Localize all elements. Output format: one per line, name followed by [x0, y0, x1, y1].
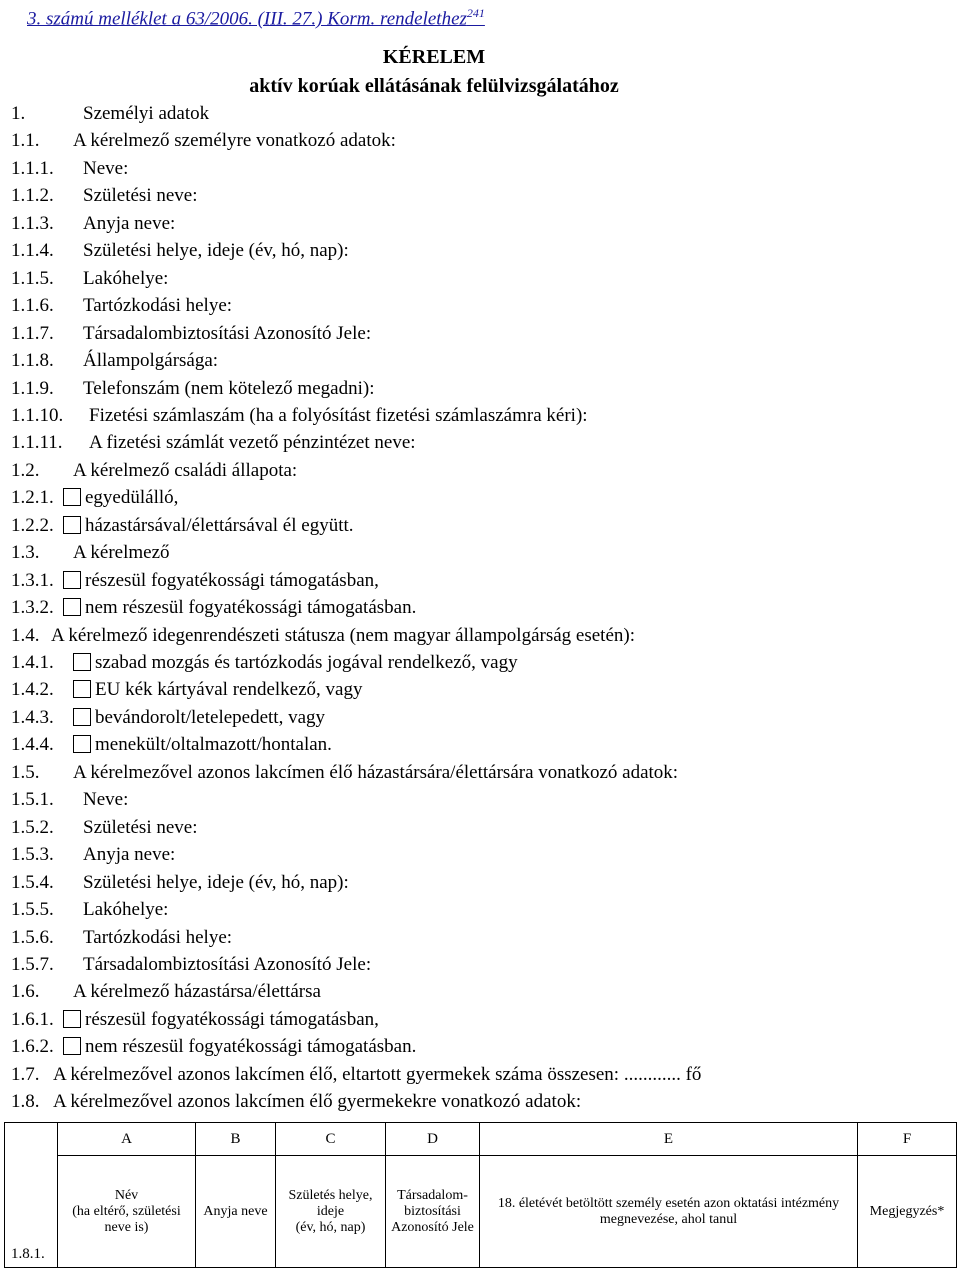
form-title: KÉRELEM	[382, 46, 486, 68]
form-line	[11, 678, 362, 702]
line-number: 1.5.4.	[11, 871, 54, 893]
header-school: 18. életévét betöltött személy esetén azon oktatási intézmény megnevezése, ahol tanul	[480, 1156, 858, 1268]
line-text: egyedülálló,	[85, 487, 179, 509]
form-line	[11, 871, 349, 895]
line-text: részesül fogyatékossági támogatásban,	[85, 1008, 379, 1030]
line-number: 1.3.	[11, 542, 40, 564]
line-number: 1.1.5.	[11, 267, 54, 289]
form-line	[11, 541, 170, 565]
form-line	[11, 624, 635, 648]
form-line	[11, 239, 349, 263]
form-subtitle: aktív korúak ellátásának felülvizsgálatához	[249, 75, 619, 97]
line-number: 1.5.1.	[11, 789, 54, 811]
line-text: Személyi adatok	[83, 103, 210, 124]
form-line	[11, 761, 678, 785]
line-text: Telefonszám (nem kötelező megadni):	[83, 377, 375, 399]
line-text: EU kék kártyával rendelkező, vagy	[95, 679, 363, 701]
line-number: 1.1.3.	[11, 212, 54, 234]
form-line	[11, 788, 128, 812]
line-text: bevándorolt/letelepedett, vagy	[95, 706, 326, 728]
line-text: A kérelmező személyre vonatkozó adatok:	[73, 130, 396, 152]
form-line	[11, 926, 232, 950]
line-text: szabad mozgás és tartózkodás jogával rendelkező, vagy	[95, 652, 518, 673]
form-line	[11, 514, 354, 538]
option-checkbox[interactable]	[73, 680, 91, 698]
col-letter-f: F	[858, 1123, 957, 1156]
option-checkbox[interactable]	[63, 598, 81, 616]
line-text: Születési helye, ideje (év, hó, nap):	[83, 240, 349, 262]
line-number: 1.1.9.	[11, 377, 54, 399]
line-number: 1.3.1.	[11, 569, 54, 591]
header-birth-line2: (év, hó, nap)	[295, 1219, 366, 1235]
form-line	[11, 1035, 416, 1059]
form-line	[11, 184, 198, 208]
line-text: Társadalombiztosítási Azonosító Jele:	[83, 322, 372, 344]
line-number: 1.6.	[11, 981, 40, 1003]
line-number: 1.3.2.	[11, 597, 54, 619]
header-name-line1: Név	[114, 1187, 139, 1203]
form-line	[11, 1008, 379, 1032]
form-line	[11, 377, 374, 401]
line-number: 1.4.	[11, 624, 40, 646]
line-text: Születési helye, ideje (év, hó, nap):	[83, 871, 349, 893]
line-number: 1.5.7.	[11, 953, 54, 975]
form-line	[11, 486, 178, 510]
row-label: 1.8.1.	[11, 1246, 45, 1262]
option-checkbox[interactable]	[73, 708, 91, 726]
line-text: nem részesül fogyatékossági támogatásban.	[85, 1036, 417, 1058]
option-checkbox[interactable]	[73, 653, 91, 671]
option-checkbox[interactable]	[63, 488, 81, 506]
form-line	[11, 459, 297, 483]
line-text: A kérelmezővel azonos lakcímen élő házastársára/élettársára vonatkozó adatok:	[73, 761, 679, 783]
line-text: Fizetési számlaszám (ha a folyósítást fizetési számlaszámra kéri):	[89, 404, 588, 426]
line-number: 1.1.10.	[11, 404, 64, 426]
line-text: menekült/oltalmazott/hontalan.	[95, 734, 332, 756]
line-number: 1.1.	[11, 130, 40, 152]
line-text: Lakóhelye:	[83, 267, 169, 289]
line-text: A kérelmező családi állapota:	[73, 459, 298, 481]
line-text: Születési neve:	[83, 185, 198, 207]
header-name-line2: (ha eltérő, születési neve is)	[72, 1203, 181, 1235]
line-number: 1.7.	[11, 1063, 40, 1085]
form-line	[11, 431, 416, 455]
line-number: 1.5.	[11, 761, 40, 783]
form-line	[11, 816, 198, 840]
form-line	[11, 706, 325, 730]
form-line	[11, 733, 332, 757]
form-line	[11, 596, 416, 620]
line-number: 1.5.2.	[11, 816, 54, 838]
line-text: A kérelmező idegenrendészeti státusza (nem magyar állampolgárság esetén):	[51, 624, 635, 646]
form-line	[11, 651, 518, 675]
header-birth	[276, 1156, 386, 1268]
line-text: A fizetési számlát vezető pénzintézet neve:	[89, 432, 416, 454]
line-number: 1.1.11.	[11, 432, 63, 454]
line-text: A kérelmező	[73, 542, 170, 564]
line-text: A kérelmezővel azonos lakcímen élő, eltartott gyermekek száma összesen: ............ fő	[53, 1063, 702, 1085]
line-number: 1.2.1.	[11, 487, 54, 509]
line-number: 1.2.	[11, 459, 40, 481]
option-checkbox[interactable]	[73, 735, 91, 753]
line-text: Neve:	[83, 157, 129, 179]
line-number: 1.1.1.	[11, 157, 54, 179]
form-line	[11, 569, 379, 593]
line-number: 1.1.2.	[11, 185, 54, 207]
line-number: 1.4.1.	[11, 652, 54, 673]
line-number: 1.1.6.	[11, 295, 54, 317]
row-label-cell	[5, 1123, 58, 1268]
annex-reference	[27, 6, 485, 30]
form-line	[11, 212, 175, 236]
option-checkbox[interactable]	[63, 516, 81, 534]
form-line	[11, 843, 175, 867]
line-number: 1.5.3.	[11, 844, 54, 866]
header-mother-name: Anyja neve	[196, 1156, 276, 1268]
line-text: nem részesül fogyatékossági támogatásban.	[85, 597, 417, 619]
option-checkbox[interactable]	[63, 1010, 81, 1028]
form-line	[11, 953, 371, 977]
line-text: Anyja neve:	[83, 844, 176, 866]
col-letter-b: B	[196, 1123, 276, 1156]
line-text: A kérelmezővel azonos lakcímen élő gyermekekre vonatkozó adatok:	[53, 1091, 582, 1113]
form-line	[11, 322, 371, 346]
line-number: 1.	[11, 103, 26, 124]
line-number: 1.4.3.	[11, 706, 54, 728]
line-number: 1.5.6.	[11, 926, 54, 948]
table-header-row	[5, 1156, 957, 1268]
annex-text: 3. számú melléklet a 63/2006. (III. 27.) Korm. rendelethez	[27, 8, 467, 30]
line-text: Tartózkodási helye:	[83, 926, 233, 948]
form-line	[11, 102, 209, 126]
col-letter-d: D	[386, 1123, 480, 1156]
header-name	[58, 1156, 196, 1268]
form-line	[11, 1063, 701, 1087]
line-number: 1.6.1.	[11, 1008, 54, 1030]
form-line	[11, 129, 396, 153]
form-line	[11, 349, 218, 373]
line-number: 1.1.8.	[11, 350, 54, 372]
line-number: 1.4.4.	[11, 734, 54, 756]
form-line	[11, 898, 168, 922]
line-text: A kérelmező házastársa/élettársa	[73, 981, 321, 1003]
form-line	[11, 294, 232, 318]
line-text: Társadalombiztosítási Azonosító Jele:	[83, 953, 372, 975]
form-line	[11, 404, 588, 428]
option-checkbox[interactable]	[63, 571, 81, 589]
form-line	[11, 267, 168, 291]
form-line	[11, 157, 128, 181]
header-remark: Megjegyzés*	[858, 1156, 957, 1268]
line-number: 1.5.5.	[11, 899, 54, 921]
col-letter-c: C	[276, 1123, 386, 1156]
line-number: 1.8.	[11, 1091, 40, 1113]
line-text: részesül fogyatékossági támogatásban,	[85, 569, 379, 591]
line-text: Születési neve:	[83, 816, 198, 838]
form-line	[11, 1090, 581, 1114]
col-letter-a: A	[58, 1123, 196, 1156]
line-number: 1.4.2.	[11, 679, 54, 701]
line-number: 1.6.2.	[11, 1036, 54, 1058]
line-text: Állampolgársága:	[83, 350, 219, 372]
children-table	[4, 1122, 957, 1268]
line-number: 1.1.4.	[11, 240, 54, 262]
col-letter-e: E	[480, 1123, 858, 1156]
form-line	[11, 980, 321, 1004]
table-letter-row	[5, 1123, 957, 1156]
header-taj: Társadalom-biztosítási Azonosító Jele	[386, 1156, 480, 1268]
footnote-ref[interactable]: 241	[466, 6, 485, 20]
line-text: Tartózkodási helye:	[83, 295, 233, 317]
line-number: 1.1.7.	[11, 322, 54, 344]
line-text: Neve:	[83, 789, 129, 811]
line-text: Anyja neve:	[83, 212, 176, 234]
line-text: házastársával/élettársával él együtt.	[85, 514, 354, 536]
option-checkbox[interactable]	[63, 1037, 81, 1055]
line-text: Lakóhelye:	[83, 899, 169, 921]
line-number: 1.2.2.	[11, 514, 54, 536]
header-birth-line1: Születés helye, ideje	[288, 1187, 373, 1219]
